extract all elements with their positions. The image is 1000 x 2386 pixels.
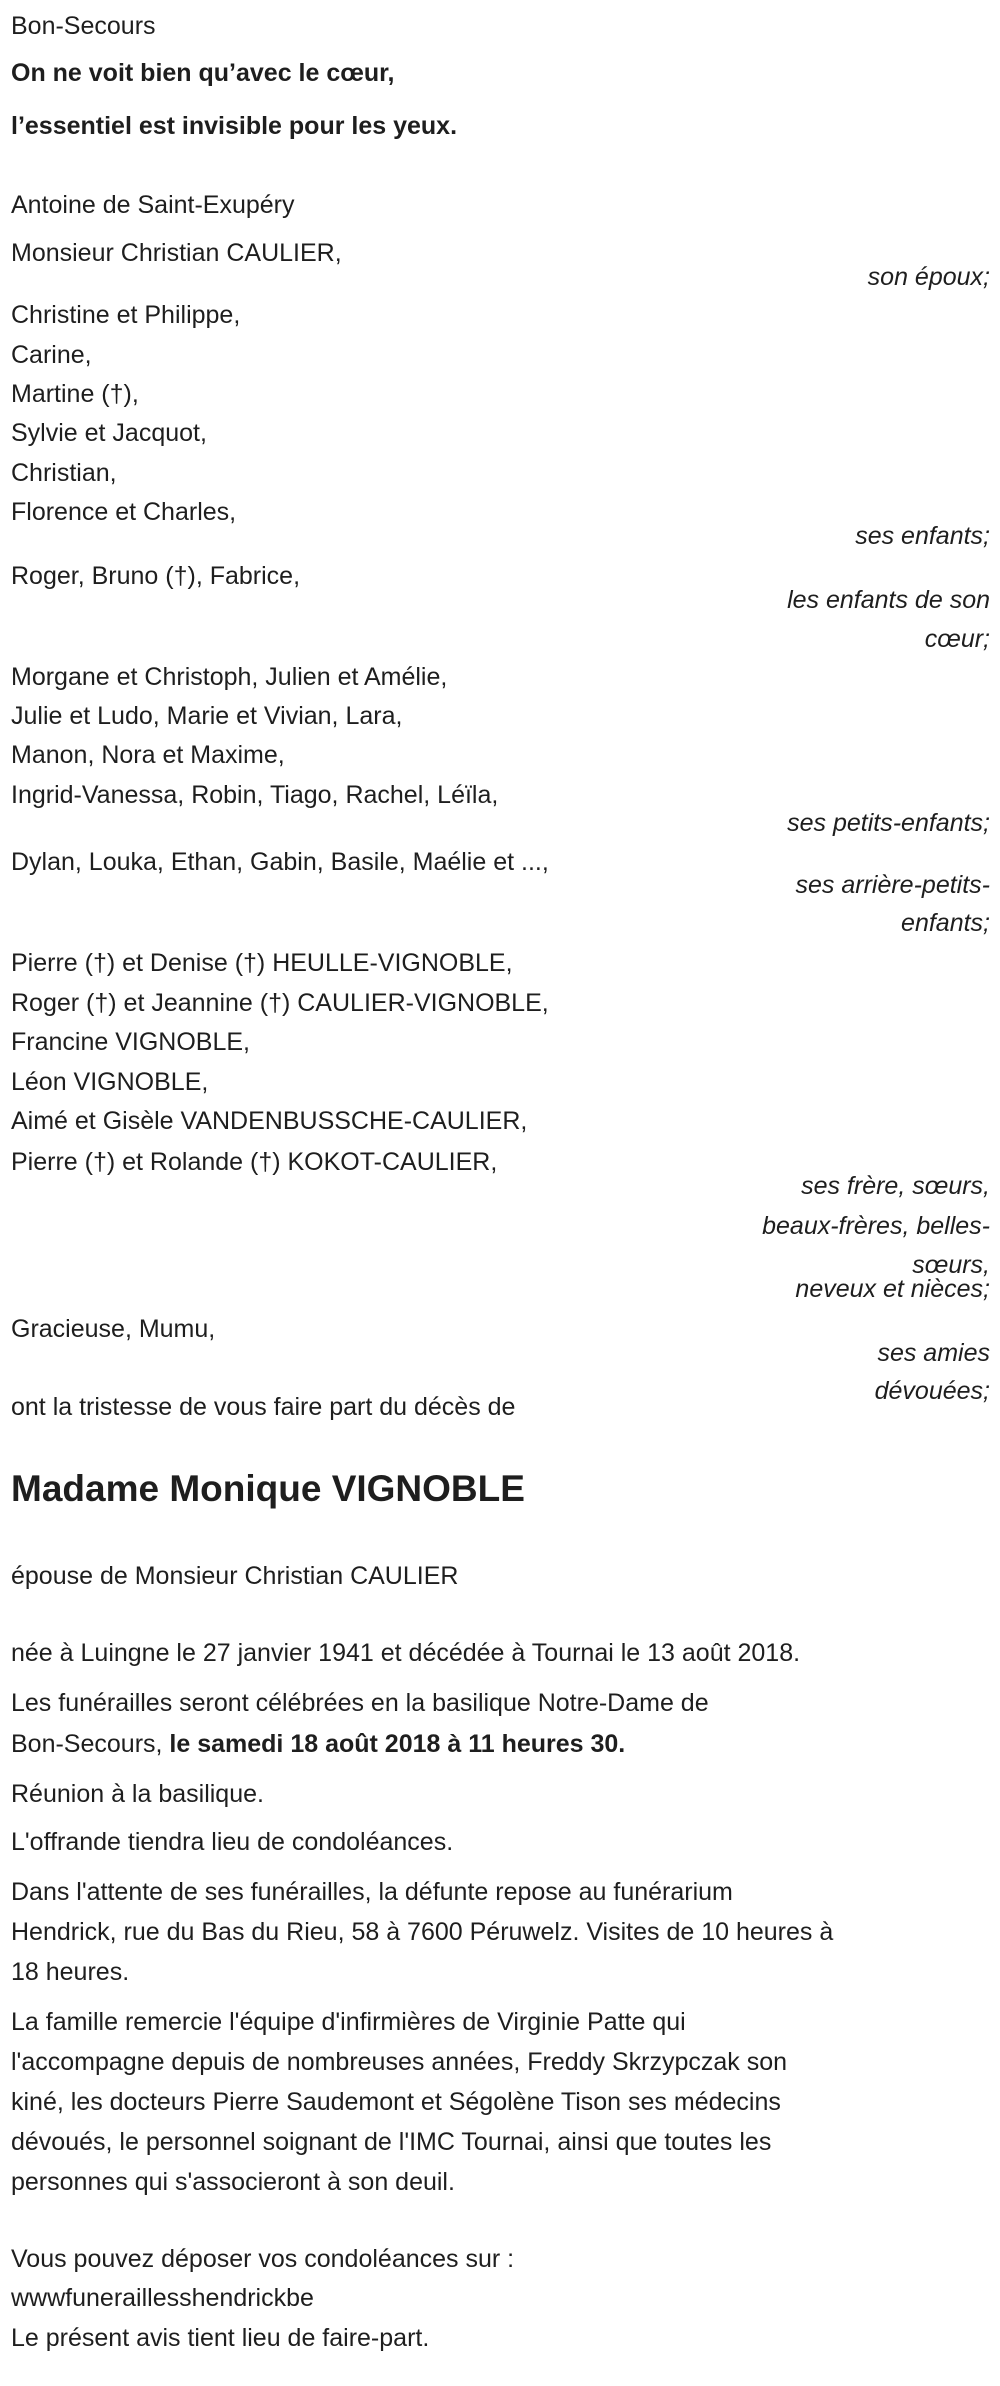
family-relation: beaux-frères, belles- (762, 1212, 990, 1240)
birth-death: née à Luingne le 27 janvier 1941 et décédée à Tournai le 13 août 2018. (11, 1639, 801, 1667)
family-name: Pierre (†) et Denise (†) HEULLE-VIGNOBLE, (11, 949, 513, 977)
quote-author: Antoine de Saint-Exupéry (11, 191, 295, 219)
family-name: Martine (†), (11, 380, 139, 408)
family-name: Ingrid-Vanessa, Robin, Tiago, Rachel, Léïla, (11, 781, 499, 809)
family-name: Morgane et Christoph, Julien et Amélie, (11, 663, 448, 691)
place: Bon-Secours (11, 12, 156, 40)
family-name: Léon VIGNOBLE, (11, 1068, 209, 1096)
family-relation: les enfants de son (787, 586, 990, 614)
family-name: Christine et Philippe, (11, 301, 241, 329)
family-relation: sœurs, (912, 1251, 990, 1279)
family-relation: dévouées; (874, 1377, 990, 1405)
family-name: Aimé et Gisèle VANDENBUSSCHE-CAULIER, (11, 1107, 528, 1135)
quote-line: l’essentiel est invisible pour les yeux. (11, 112, 458, 140)
deceased-name: Madame Monique VIGNOBLE (11, 1468, 525, 1509)
family-name: Roger, Bruno (†), Fabrice, (11, 562, 301, 590)
family-relation: son époux; (867, 263, 990, 291)
thanks-line: kiné, les docteurs Pierre Saudemont et Ségolène Tison ses médecins (11, 2088, 781, 2116)
quote-line: On ne voit bien qu’avec le cœur, (11, 59, 395, 87)
rest-line: 18 heures. (11, 1958, 130, 1986)
thanks-line: La famille remercie l'équipe d'infirmières de Virginie Patte qui (11, 2008, 686, 2036)
family-name: Julie et Ludo, Marie et Vivian, Lara, (11, 702, 403, 730)
family-name: Monsieur Christian CAULIER, (11, 239, 342, 267)
condolences-link[interactable]: wwwfuneraillesshendrickbe (11, 2284, 314, 2312)
rest-line: Hendrick, rue du Bas du Rieu, 58 à 7600 Péruwelz. Visites de 10 heures à (11, 1918, 834, 1946)
funeral-datetime: le samedi 18 août 2018 à 11 heures 30. (169, 1730, 626, 1758)
offering: L'offrande tiendra lieu de condoléances. (11, 1828, 454, 1856)
spouse-line: épouse de Monsieur Christian CAULIER (11, 1562, 459, 1590)
announcement: ont la tristesse de vous faire part du décès de (11, 1393, 516, 1421)
rest-line: Dans l'attente de ses funérailles, la défunte repose au funérarium (11, 1878, 733, 1906)
condolences-line: Vous pouvez déposer vos condoléances sur : (11, 2245, 515, 2273)
faire-part-note: Le présent avis tient lieu de faire-part. (11, 2324, 430, 2352)
family-relation: ses frère, sœurs, (801, 1172, 990, 1200)
family-name: Christian, (11, 459, 117, 487)
family-relation: cœur; (924, 625, 990, 653)
thanks-line: l'accompagne depuis de nombreuses années, Freddy Skrzypczak son (11, 2048, 788, 2076)
family-relation: ses enfants; (855, 522, 990, 550)
family-name: Sylvie et Jacquot, (11, 419, 207, 447)
family-relation: ses arrière-petits- (795, 871, 990, 899)
thanks-line: personnes qui s'associeront à son deuil. (11, 2168, 455, 2196)
family-name: Francine VIGNOBLE, (11, 1028, 250, 1056)
family-name: Roger (†) et Jeannine (†) CAULIER-VIGNOBLE, (11, 989, 549, 1017)
family-relation: ses petits-enfants; (787, 809, 990, 837)
thanks-line: dévoués, le personnel soignant de l'IMC Tournai, ainsi que toutes les (11, 2128, 772, 2156)
family-relation: enfants; (901, 909, 990, 937)
funeral-line (11, 1729, 625, 1759)
meeting: Réunion à la basilique. (11, 1780, 264, 1808)
family-relation: neveux et nièces; (795, 1275, 990, 1303)
family-relation: ses amies (877, 1339, 990, 1367)
funeral-place: Bon-Secours, (11, 1730, 170, 1758)
family-name: Pierre (†) et Rolande (†) KOKOT-CAULIER, (11, 1148, 498, 1176)
family-name: Manon, Nora et Maxime, (11, 741, 285, 769)
family-name: Carine, (11, 341, 92, 369)
funeral-line: Les funérailles seront célébrées en la basilique Notre-Dame de (11, 1689, 709, 1717)
family-name: Dylan, Louka, Ethan, Gabin, Basile, Maélie et ..., (11, 848, 549, 876)
family-name: Gracieuse, Mumu, (11, 1315, 216, 1343)
family-name: Florence et Charles, (11, 498, 237, 526)
